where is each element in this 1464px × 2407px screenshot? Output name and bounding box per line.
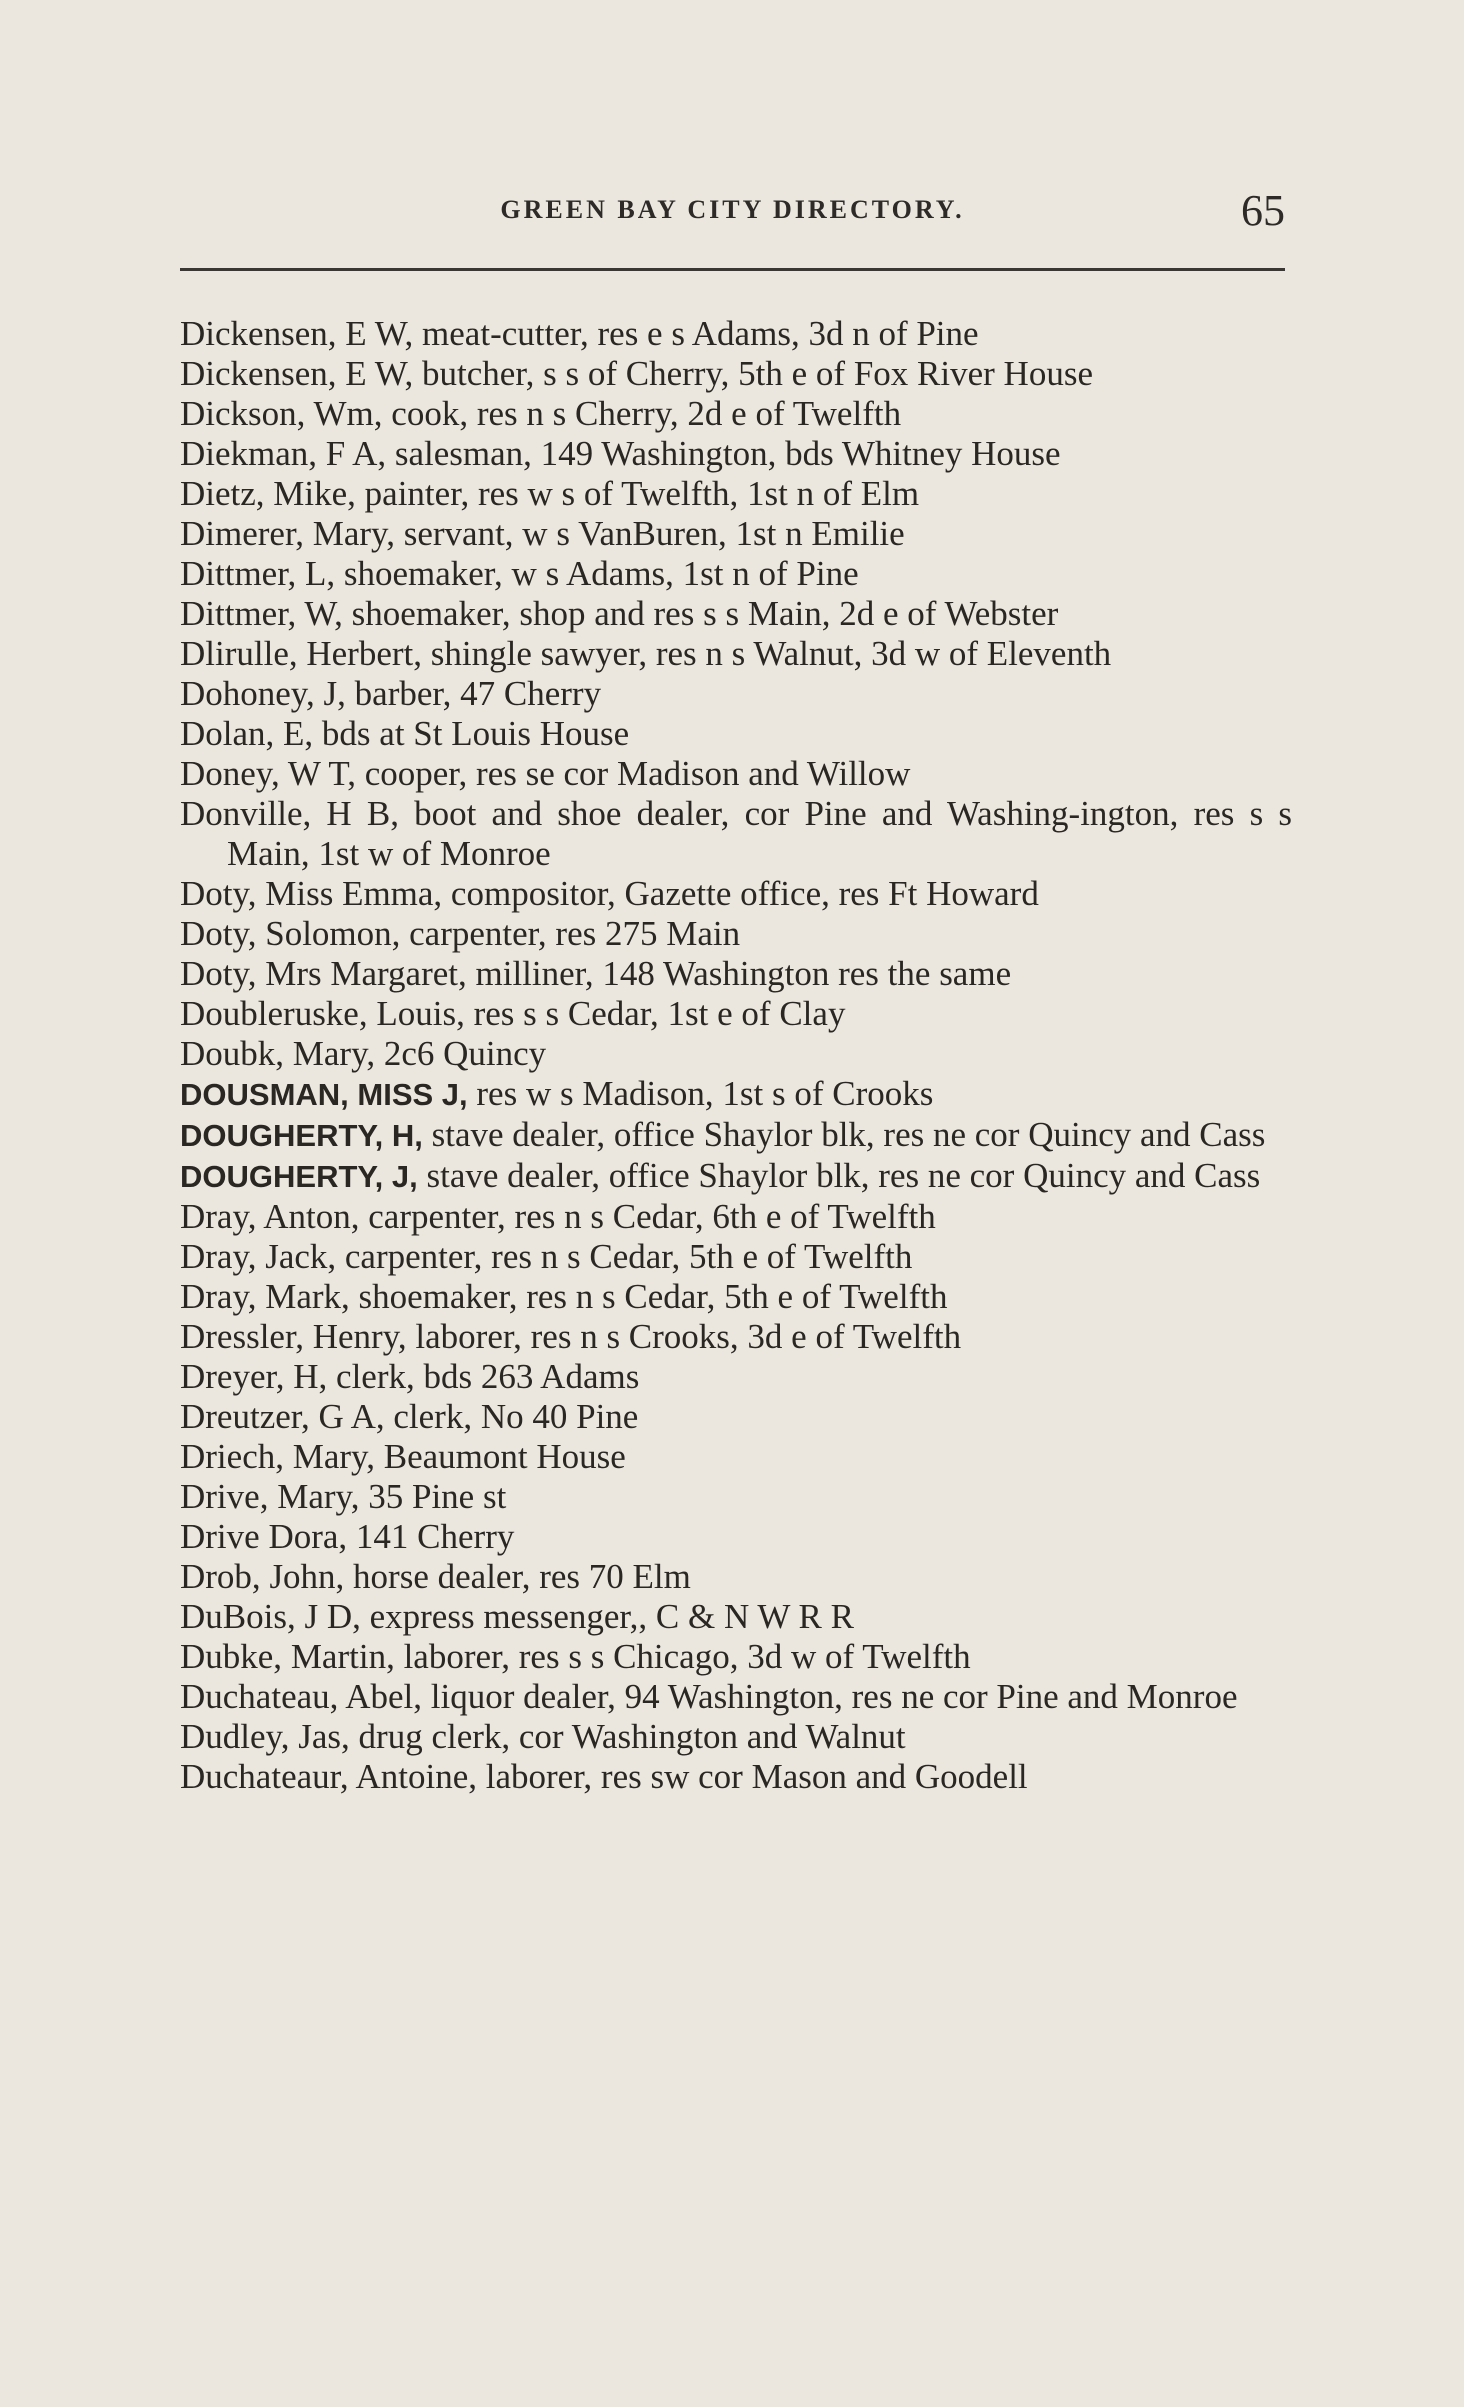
entry-details: Antoine, laborer, res sw cor Mason and Goodell — [348, 1757, 1028, 1796]
directory-entry — [180, 1357, 1292, 1397]
entry-details: Mary, 2c6 Quincy — [284, 1034, 547, 1073]
directory-entry — [180, 1717, 1292, 1757]
directory-entry — [180, 314, 1292, 354]
entry-details: H B, boot and shoe dealer, cor Pine and Washing-ington, res s s Main, 1st w of Monroe — [227, 794, 1292, 873]
directory-entry — [180, 1437, 1292, 1477]
entry-details: John, horse dealer, res 70 Elm — [260, 1557, 691, 1596]
entry-details: Dora, 141 Cherry — [259, 1517, 515, 1556]
entry-details: Henry, laborer, res n s Crooks, 3d e of Twelfth — [303, 1317, 962, 1356]
entry-name: Donville, — [180, 794, 312, 833]
entry-details: Jack, carpenter, res n s Cedar, 5th e of Twelfth — [256, 1237, 913, 1276]
directory-entry — [180, 1317, 1292, 1357]
page-number: 65 — [1241, 186, 1285, 235]
entry-name: Dray, — [180, 1237, 257, 1276]
entry-details: J D, express messenger,, C & N W R R — [295, 1597, 854, 1636]
entry-name: DOUGHERTY, H, — [180, 1118, 423, 1153]
entry-name: Doty, — [180, 874, 257, 913]
entry-details: E W, butcher, s s of Cherry, 5th e of Fox River House — [336, 354, 1093, 393]
entry-name: Dudley, — [180, 1717, 290, 1756]
running-head: GREEN BAY CITY DIRECTORY. — [500, 195, 965, 224]
entry-details: Mrs Margaret, milliner, 148 Washington res the same — [256, 954, 1012, 993]
entry-details: Martin, laborer, res s s Chicago, 3d w of Twelfth — [282, 1637, 971, 1676]
entry-name: Dray, — [180, 1277, 257, 1316]
entry-details: Louis, res s s Cedar, 1st e of Clay — [367, 994, 846, 1033]
directory-entry — [180, 474, 1292, 514]
directory-entry — [180, 1517, 1292, 1557]
entry-name: Drive — [180, 1517, 260, 1556]
directory-entry — [180, 1074, 1292, 1115]
entry-details: Solomon, carpenter, res 275 Main — [256, 914, 741, 953]
entry-name: DuBois, — [180, 1597, 296, 1636]
directory-entry — [180, 434, 1292, 474]
directory-entry — [180, 1597, 1292, 1637]
entry-details: W, shoemaker, shop and res s s Main, 2d e of Webster — [296, 594, 1059, 633]
entry-name: Dreyer, — [180, 1357, 285, 1396]
entry-name: Dickensen, — [180, 354, 337, 393]
entry-details: J, barber, 47 Cherry — [314, 674, 602, 713]
entry-details: G A, clerk, No 40 Pine — [309, 1397, 639, 1436]
directory-entry — [180, 554, 1292, 594]
entry-name: Dimerer, — [180, 514, 304, 553]
directory-entry — [180, 754, 1292, 794]
entry-name: Doney, — [180, 754, 280, 793]
entry-details: E W, meat-cutter, res e s Adams, 3d n of Pine — [336, 314, 979, 353]
entry-name: Dlirulle, — [180, 634, 298, 673]
directory-entry — [180, 714, 1292, 754]
directory-entry — [180, 354, 1292, 394]
directory-entry — [180, 1397, 1292, 1437]
directory-entry — [180, 594, 1292, 634]
entry-name: Dittmer, — [180, 554, 297, 593]
entry-details: Mike, painter, res w s of Twelfth, 1st n of Elm — [264, 474, 920, 513]
entry-details: stave dealer, office Shaylor blk, res ne cor Quincy and Cass — [417, 1156, 1261, 1195]
entry-details: Mary, 35 Pine st — [268, 1477, 507, 1516]
entry-name: Dittmer, — [180, 594, 297, 633]
entry-name: Doty, — [180, 954, 257, 993]
entry-name: Duchateaur, — [180, 1757, 349, 1796]
entry-details: Abel, liquor dealer, 94 Washington, res ne cor Pine and Monroe — [338, 1677, 1238, 1716]
directory-entry — [180, 1557, 1292, 1597]
directory-entry — [180, 914, 1292, 954]
entry-name: Drob, — [180, 1557, 261, 1596]
entry-name: Doubleruske, — [180, 994, 368, 1033]
entry-name: Drive, — [180, 1477, 269, 1516]
directory-entry — [180, 1115, 1292, 1156]
entry-name: Diekman, — [180, 434, 318, 473]
header-rule — [180, 268, 1285, 271]
entry-name: Dubke, — [180, 1637, 283, 1676]
entry-name: Dreutzer, — [180, 1397, 310, 1436]
directory-entry — [180, 1034, 1292, 1074]
directory-entry — [180, 874, 1292, 914]
directory-entry — [180, 514, 1292, 554]
page-header — [180, 185, 1285, 245]
entry-details: Wm, cook, res n s Cherry, 2d e of Twelfth — [305, 394, 902, 433]
directory-entry — [180, 1277, 1292, 1317]
entry-details: L, shoemaker, w s Adams, 1st n of Pine — [296, 554, 859, 593]
directory-entry — [180, 1677, 1292, 1717]
directory-entry — [180, 1237, 1292, 1277]
entry-details: Mark, shoemaker, res n s Cedar, 5th e of Twelfth — [256, 1277, 948, 1316]
entry-name: Dietz, — [180, 474, 265, 513]
entry-details: Herbert, shingle sawyer, res n s Walnut, 3d w of Eleventh — [297, 634, 1112, 673]
entry-details: Anton, carpenter, res n s Cedar, 6th e of Twelfth — [256, 1197, 936, 1236]
entry-details: H, clerk, bds 263 Adams — [284, 1357, 640, 1396]
entry-details: W T, cooper, res se cor Madison and Willow — [279, 754, 911, 793]
directory-entry — [180, 1197, 1292, 1237]
entry-details: Jas, drug clerk, cor Washington and Walnut — [289, 1717, 906, 1756]
entry-details: F A, salesman, 149 Washington, bds Whitney House — [317, 434, 1061, 473]
directory-entry — [180, 1156, 1292, 1197]
entry-details: Mary, Beaumont House — [283, 1437, 626, 1476]
directory-entries — [180, 314, 1292, 1797]
entry-name: Doty, — [180, 914, 257, 953]
directory-entry — [180, 394, 1292, 434]
entry-name: DOUSMAN, MISS J, — [180, 1077, 468, 1112]
entry-name: Duchateau, — [180, 1677, 339, 1716]
directory-entry — [180, 794, 1292, 874]
entry-details: Mary, servant, w s VanBuren, 1st n Emilie — [303, 514, 905, 553]
directory-entry — [180, 954, 1292, 994]
entry-name: Dressler, — [180, 1317, 304, 1356]
entry-name: Dickensen, — [180, 314, 337, 353]
directory-entry — [180, 1477, 1292, 1517]
directory-entry — [180, 1637, 1292, 1677]
entry-name: Dray, — [180, 1197, 257, 1236]
entry-name: Doubk, — [180, 1034, 285, 1073]
entry-name: Dohoney, — [180, 674, 315, 713]
entry-details: Miss Emma, compositor, Gazette office, res Ft Howard — [256, 874, 1039, 913]
directory-entry — [180, 634, 1292, 674]
entry-details: stave dealer, office Shaylor blk, res ne cor Quincy and Cass — [422, 1115, 1266, 1154]
directory-entry — [180, 1757, 1292, 1797]
directory-entry — [180, 674, 1292, 714]
directory-entry — [180, 994, 1292, 1034]
entry-details: E, bds at St Louis House — [274, 714, 630, 753]
entry-name: Dickson, — [180, 394, 306, 433]
entry-name: DOUGHERTY, J, — [180, 1159, 418, 1194]
entry-name: Driech, — [180, 1437, 284, 1476]
entry-name: Dolan, — [180, 714, 275, 753]
entry-details: res w s Madison, 1st s of Crooks — [467, 1074, 934, 1113]
